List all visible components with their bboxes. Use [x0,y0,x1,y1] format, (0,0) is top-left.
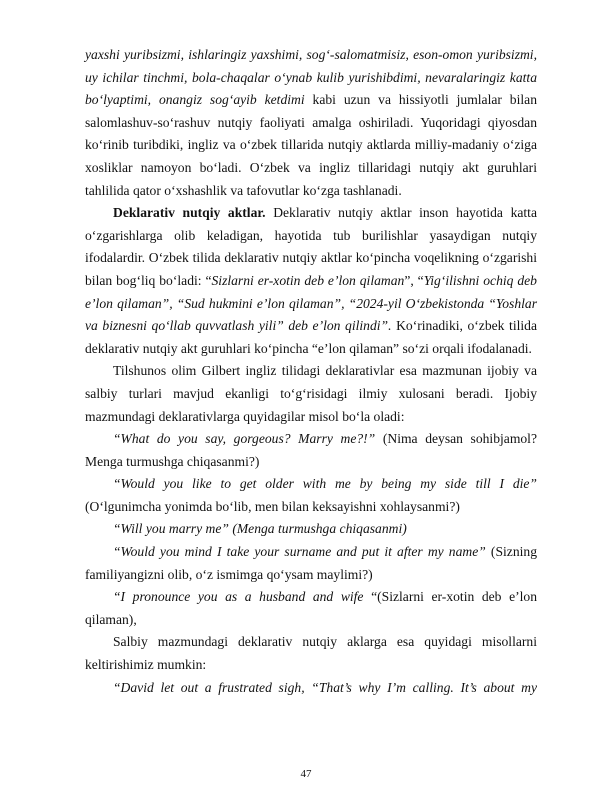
declarative-heading: Deklarativ nutqiy aktlar. [113,205,266,221]
example-what-do-you-say [85,428,537,473]
greetings-examples: yaxshi yuribsizmi, ishlaringiz yaxshimi, sog‘-salomatmisiz, eson-omon yuribsizmi, uy ichilar tinchmi, bola-chaqalar o‘ynab kulib yurishibdimi, nevaralaringiz katta bo‘lyaptimi, onangiz sog‘ayib ketdimi [85,47,537,108]
example-pronounce-english: “I pronounce you as a husband and wife [113,589,364,605]
example-i-pronounce [85,586,537,631]
example-what-english: “What do you say, gorgeous? Marry me?!” [113,431,376,447]
example-what-translation: (Nima deysan sohibjamol? Menga turmushga chiqasanmi?) [85,431,537,469]
document-page [85,44,537,699]
example-pronounce-translation: “(Sizlarni er-xotin deb e’lon qilaman), [85,589,537,627]
example-would-like-translation: (O‘lgunimcha yonimda bo‘lib, men bilan keksayishni xohlaysanmi?) [85,498,460,514]
example-will-text: “Will you marry me” (Menga turmushga chiqasanmi) [113,521,407,537]
paragraph-david-quote [85,677,537,700]
paragraph-gilbert: Tilshunos olim Gilbert ingliz tilidagi deklarativlar esa mazmunan ijobiy va salbiy turlari mavjud ekanligi to‘g‘risidagi ilmiy xulosani beradi. Ijobiy mazmundagi deklarativlarga quyidagilar misol bo‘la oladi: [85,363,537,424]
example-will-you-marry [85,518,537,541]
paragraph-greetings [85,44,537,202]
declarative-example-2: Yig‘ilishni ochiq deb e’lon qilaman”, “Sud hukmini e’lon qilaman”, “2024-yil O‘zbekistonda “Yoshlar va biznesni qo‘llab quvvatlash yili” deb e’lon qilindi”. [85,272,537,334]
declarative-text-1: Deklarativ nutqiy aktlar inson hayotida katta o‘zgarishlarga olib keladigan, hayotida tub burilishlar yasaydigan nutqiy ifodalardir. O‘zbek tilida deklarativ nutqiy aktlar ko‘pincha voqelikning o‘zgarishi bilan bog‘liq bo‘ladi: “ [85,205,537,288]
paragraph-declarative [85,202,537,360]
declarative-text-2: Ko‘rinadiki, o‘zbek tilida deklarativ nutqiy akt guruhlari ko‘pincha “e’lon qilaman” so‘zi orqali ifodalanadi. [85,318,537,356]
declarative-example-1: Sizlarni er-xotin deb e’lon qilaman [211,272,405,288]
example-would-like-english: “Would you like to get older with me by being my side till I die” [113,476,537,492]
greetings-text: kabi uzun va hissiyotli jumlalar bilan salomlashuv-so‘rashuv nutqiy faoliyati amalga oshiriladi. Yuqoridagi qiyosdan ko‘rinib turibdiki, ingliz va o‘zbek tillarida nutqiy aktlarda milliy-madaniy o‘ziga xosliklar namoyon bo‘ladi. O‘zbek va ingliz tillaridagi nutqiy akt guruhlari tahlilida qator o‘xshashlik va tafovutlar ko‘zga tashlanadi. [85,92,537,198]
example-would-you-like [85,473,537,518]
example-would-you-mind [85,541,537,586]
page-number: 47 [300,768,312,780]
paragraph-negative: Salbiy mazmundagi deklarativ nutqiy aklarga esa quyidagi misollarni keltirishimiz mumkin: [85,634,537,673]
example-would-mind-english: “Would you mind I take your surname and put it after my name” [113,544,486,560]
declarative-separator: ”, “ [404,272,424,288]
david-quote-text: “David let out a frustrated sigh, “That’s why I’m calling. It’s about my [113,679,537,695]
example-would-mind-translation: (Sizning familiyangizni olib, o‘z ismimga qo‘ysam maylimi?) [85,544,537,582]
